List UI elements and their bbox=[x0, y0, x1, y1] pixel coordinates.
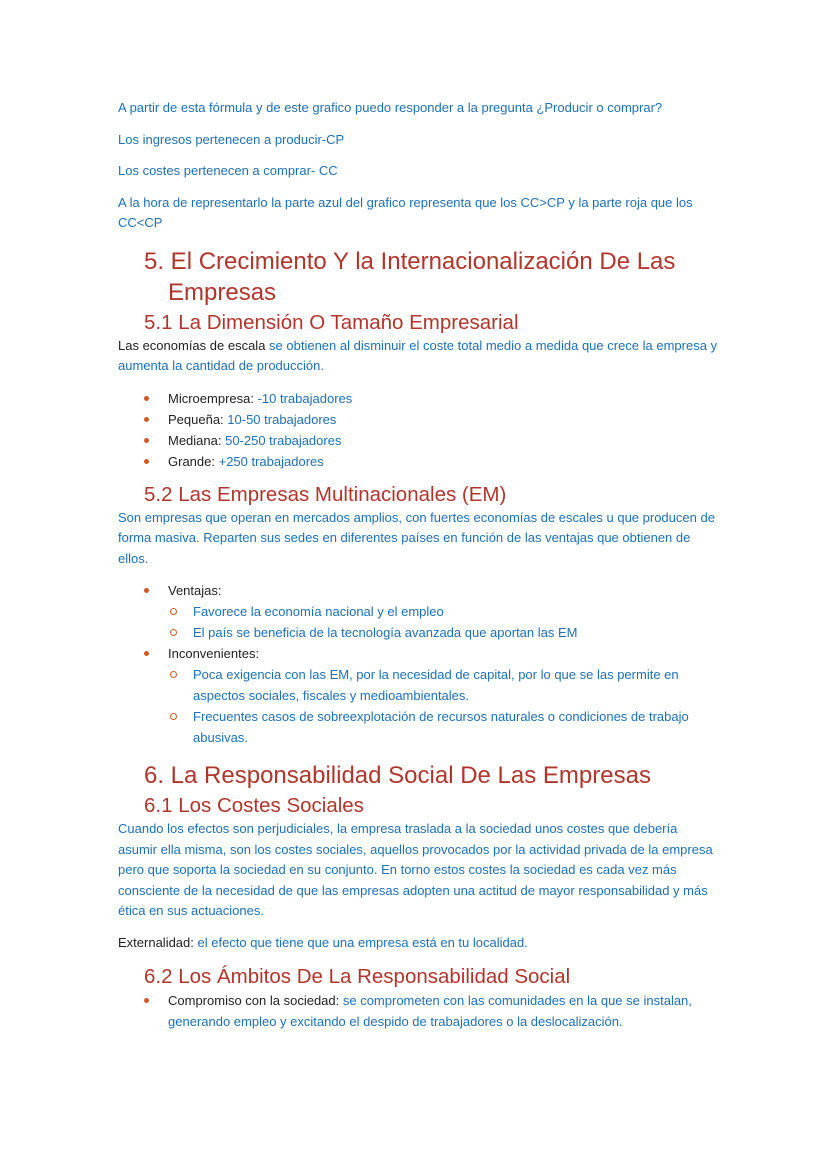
size-value: 10-50 trabajadores bbox=[223, 411, 337, 427]
list-item: Frecuentes casos de sobreexplotación de recursos naturales o condiciones de trabajo abusivas. bbox=[168, 706, 718, 748]
heading-6-2: 6.2 Los Ámbitos De La Responsabilidad Social bbox=[144, 965, 571, 988]
size-term: Mediana: bbox=[168, 432, 222, 448]
intro-paragraph-1: A partir de esta fórmula y de este grafico puedo responder a la pregunta ¿Producir o comprar? bbox=[118, 100, 663, 115]
term-externalidad: Externalidad: bbox=[118, 934, 194, 950]
inconvenientes-label: Inconvenientes: bbox=[168, 646, 260, 661]
heading-section-5 bbox=[144, 246, 718, 308]
size-value: 50-250 trabajadores bbox=[221, 432, 342, 448]
em-pros-cons-list bbox=[118, 580, 718, 748]
term-economias-escala: Las economías de escala bbox=[118, 337, 266, 353]
intro-paragraph-4: A la hora de representarlo la parte azul del grafico representa que los CC>CP y la parte roja que los CC<CP bbox=[118, 194, 693, 230]
inconvenientes-sublist bbox=[168, 664, 718, 748]
heading-6-1: 6.1 Los Costes Sociales bbox=[144, 794, 364, 817]
heading-section-6: 6. La Responsabilidad Social De Las Empresas bbox=[144, 762, 651, 789]
text-economias-escala: se obtienen al disminuir el coste total medio a medida que crece la empresa y aumenta la cantidad de producción. bbox=[118, 337, 718, 373]
heading-5-2: 5.2 Las Empresas Multinacionales (EM) bbox=[144, 482, 507, 506]
size-value: +250 trabajadores bbox=[214, 453, 324, 469]
item-value: se comprometen con las comunidades en la que se instalan, generando empleo y excitando el despido de trabajadores o la deslocalización. bbox=[168, 993, 692, 1029]
intro-paragraph-2: Los ingresos pertenecen a producir-CP bbox=[118, 131, 345, 147]
list-item bbox=[118, 409, 718, 430]
list-item-ventajas bbox=[118, 580, 718, 643]
text-externalidad: el efecto que tiene que una empresa está en tu localidad. bbox=[193, 934, 528, 950]
list-item: Poca exigencia con las EM, por la necesidad de capital, por lo que se las permite en aspectos sociales, fiscales y medioambientales. bbox=[168, 664, 718, 706]
list-item-inconvenientes bbox=[118, 643, 718, 748]
paragraph-economias-escala bbox=[118, 336, 718, 377]
ventajas-sublist bbox=[168, 601, 718, 643]
heading-section-5-line-2: Empresas bbox=[168, 278, 277, 306]
heading-5-1: 5.1 La Dimensión O Tamaño Empresarial bbox=[144, 310, 519, 334]
item-term: Compromiso con la sociedad: bbox=[168, 993, 340, 1008]
list-item bbox=[118, 990, 718, 1032]
list-item bbox=[118, 388, 718, 409]
list-item: Favorece la economía nacional y el empleo bbox=[168, 601, 718, 622]
size-term: Grande: bbox=[168, 453, 215, 469]
list-item bbox=[118, 451, 718, 472]
paragraph-multinacionales: Son empresas que operan en mercados amplios, con fuertes economías de escales u que producen de forma masiva. Reparten sus sedes en diferentes países en función de las ventajas que obtienen de ellos. bbox=[118, 509, 715, 566]
paragraph-externalidad bbox=[118, 933, 718, 954]
size-term: Microempresa: bbox=[168, 390, 254, 406]
company-size-list bbox=[118, 388, 718, 472]
paragraph-costes-sociales: Cuando los efectos son perjudiciales, la empresa traslada a la sociedad unos costes que debería asumir ella misma, son los costes sociales, aquellos provocados por la actividad privada de la empresa pero que soporta la sociedad en su conjunto. En torno estos costes la sociedad es cada vez más consciente de la necesidad de que las empresas adopten una actitud de mayor responsabilidad y más ética en sus actuaciones. bbox=[118, 821, 713, 918]
responsabilidad-list bbox=[118, 990, 718, 1032]
list-item bbox=[118, 430, 718, 451]
document-page bbox=[118, 98, 718, 1042]
intro-paragraph-3: Los costes pertenecen a comprar- CC bbox=[118, 163, 338, 178]
size-value: -10 trabajadores bbox=[253, 390, 353, 406]
ventajas-label: Ventajas: bbox=[168, 583, 222, 598]
heading-section-5-line-1: 5. El Crecimiento Y la Internacionalización De Las bbox=[144, 247, 676, 275]
list-item: El país se beneficia de la tecnología avanzada que aportan las EM bbox=[168, 622, 718, 643]
size-term: Pequeña: bbox=[168, 411, 224, 427]
